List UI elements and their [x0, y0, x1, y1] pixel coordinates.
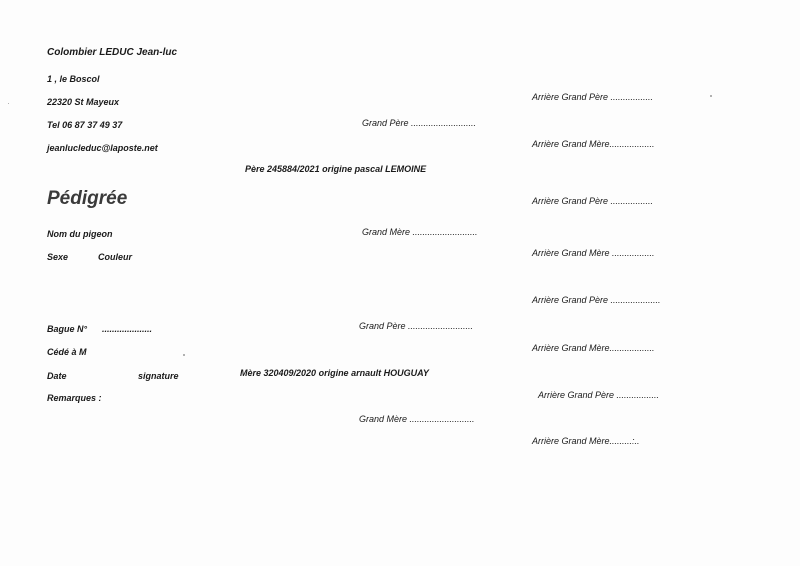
scan-speck	[8, 103, 9, 104]
grandfather-maternal: Grand Père ..........................	[359, 321, 474, 331]
color-label: Couleur	[98, 252, 133, 262]
great-grandmother-3: Arrière Grand Mère..................	[532, 343, 655, 353]
scan-speck	[183, 354, 185, 356]
pigeon-name-label: Nom du pigeon	[47, 229, 113, 239]
great-grandfather-1: Arrière Grand Père .................	[532, 92, 654, 102]
great-grandfather-4: Arrière Grand Père .................	[538, 390, 660, 400]
remarks-label: Remarques :	[47, 393, 102, 403]
father-line: Père 245884/2021 origine pascal LEMOINE	[245, 164, 427, 174]
date-label: Date	[47, 371, 67, 381]
sex-label: Sexe	[47, 252, 69, 262]
ring-value: ....................	[102, 324, 153, 334]
great-grandmother-4: Arrière Grand Mère.........:..	[532, 436, 640, 446]
breeder-email: jeanlucleduc@laposte.net	[47, 143, 158, 153]
great-grandfather-3: Arrière Grand Père ....................	[532, 295, 661, 305]
breeder-phone: Tel 06 87 37 49 37	[47, 120, 123, 130]
great-grandmother-1: Arrière Grand Mère..................	[532, 139, 655, 149]
great-grandmother-2: Arrière Grand Mère .................	[532, 248, 655, 258]
mother-line: Mère 320409/2020 origine arnault HOUGUAY	[240, 368, 429, 378]
grandfather-paternal: Grand Père ..........................	[362, 118, 477, 128]
breeder-name: Colombier LEDUC Jean-luc	[47, 47, 178, 58]
grandmother-paternal: Grand Mère ..........................	[362, 227, 478, 237]
scan-speck	[710, 95, 712, 97]
signature-label: signature	[138, 371, 179, 381]
page-title: Pédigrée	[47, 188, 128, 209]
transferred-label: Cédé à M	[47, 347, 87, 357]
breeder-address-line2: 22320 St Mayeux	[47, 97, 120, 107]
great-grandfather-2: Arrière Grand Père .................	[532, 196, 654, 206]
grandmother-maternal: Grand Mère ..........................	[359, 414, 475, 424]
breeder-address-line1: 1 , le Boscol	[47, 74, 100, 84]
ring-label: Bague N°	[47, 324, 88, 334]
